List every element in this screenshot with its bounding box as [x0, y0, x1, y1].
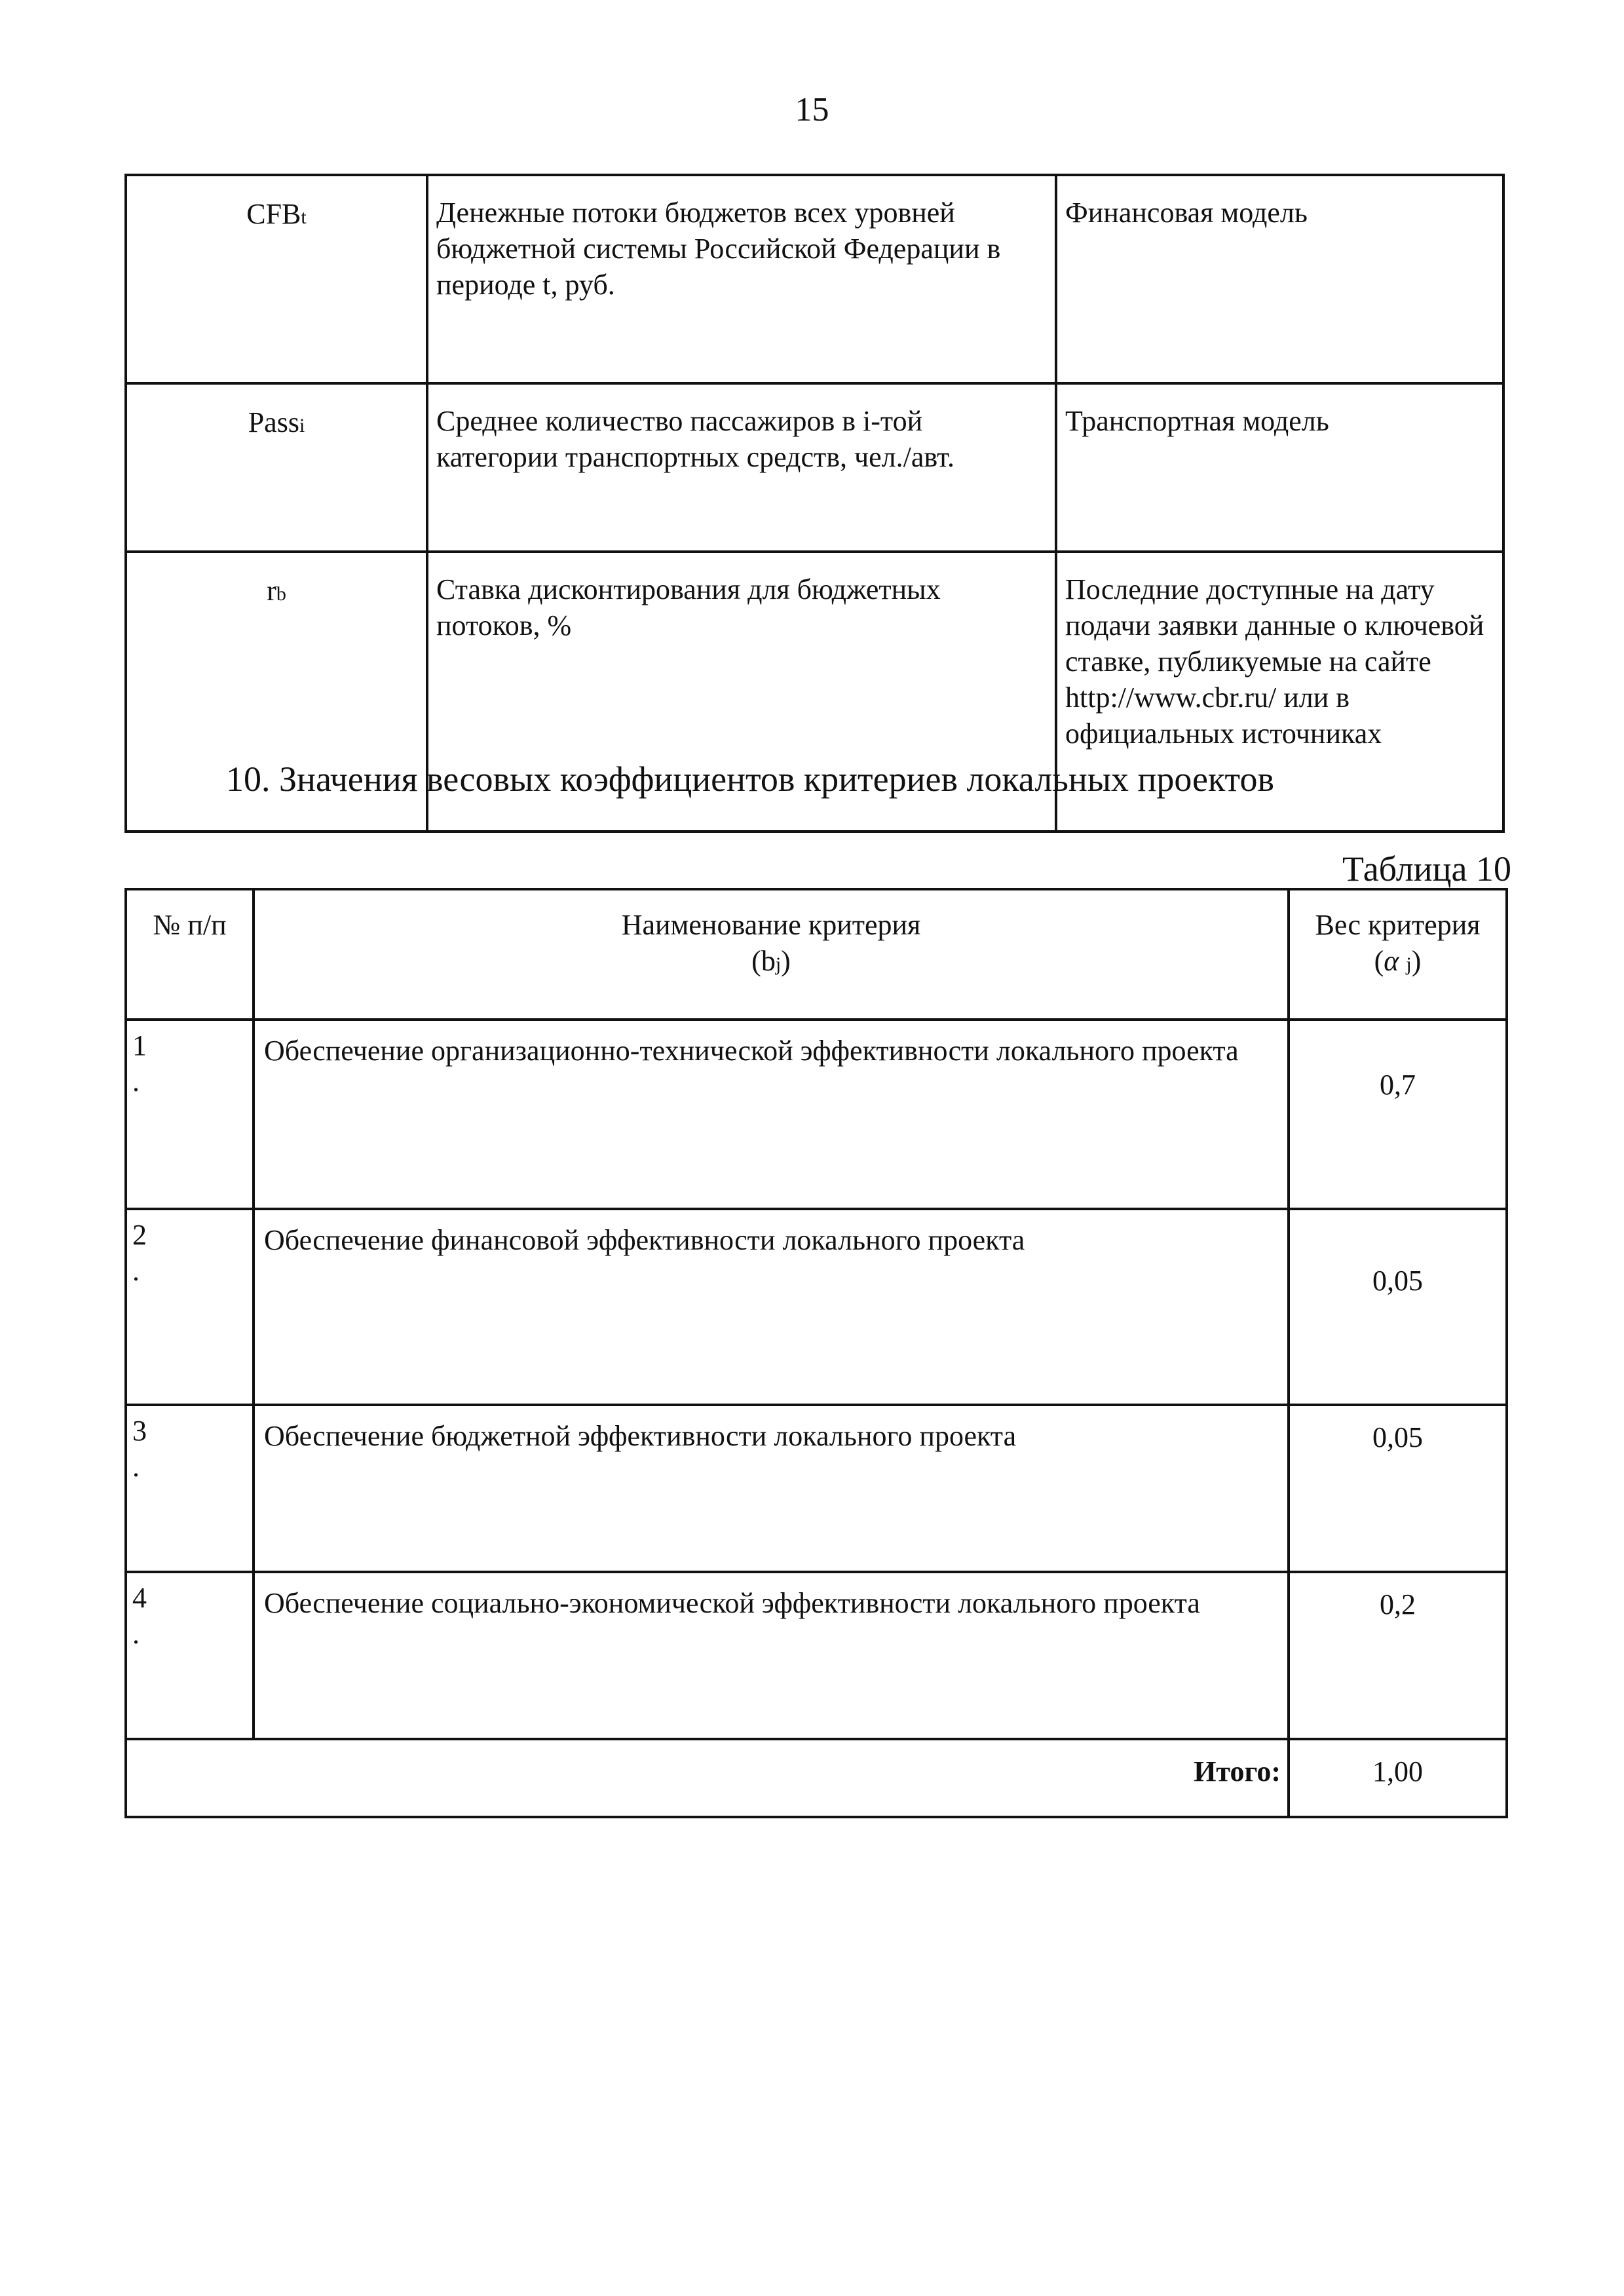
total-value: 1,00: [1289, 1739, 1507, 1817]
total-row: [126, 1739, 1507, 1817]
criterion-name: Обеспечение социально-экономической эффективности локального проекта: [254, 1572, 1289, 1739]
criterion-weight: 0,05: [1289, 1405, 1507, 1572]
table-row: [126, 175, 1503, 383]
page-number: 15: [795, 91, 829, 128]
table-label: Таблица 10: [1342, 849, 1511, 889]
criterion-weight: 0,05: [1289, 1209, 1507, 1405]
table-row: [126, 1405, 1507, 1572]
source-cell: Последние доступные на дату подачи заявки данные о ключевой ставке, публикуемые на сайте http://www.cbr.ru/ или в официальных источниках: [1056, 552, 1503, 832]
criterion-weight: 0,7: [1289, 1020, 1507, 1209]
criterion-name: Обеспечение организационно-технической эффективности локального проекта: [254, 1020, 1289, 1209]
symbol-cell: rb: [126, 552, 427, 832]
description-cell: Ставка дисконтирования для бюджетных потоков, %: [427, 552, 1056, 832]
source-cell: Финансовая модель: [1056, 175, 1503, 383]
description-cell: Денежные потоки бюджетов всех уровней бюджетной системы Российской Федерации в периоде t, руб.: [427, 175, 1056, 383]
row-number: 1 .: [126, 1020, 254, 1209]
alpha-symbol: α: [1384, 945, 1399, 977]
row-number: 3 .: [126, 1405, 254, 1572]
criterion-name: Обеспечение финансовой эффективности локального проекта: [254, 1209, 1289, 1405]
weights-table: [124, 888, 1508, 1818]
header-weight: Вес критерия (α j): [1289, 889, 1507, 1020]
row-number: 2 .: [126, 1209, 254, 1405]
table-row: [126, 1209, 1507, 1405]
table-row: [126, 1020, 1507, 1209]
total-label: Итого:: [126, 1739, 1289, 1817]
table-header-row: [126, 889, 1507, 1020]
header-name: Наименование критерия (bj): [254, 889, 1289, 1020]
table-row: [126, 1572, 1507, 1739]
symbol-cell: Passi: [126, 383, 427, 552]
symbol-cell: CFBt: [126, 175, 427, 383]
source-cell: Транспортная модель: [1056, 383, 1503, 552]
row-number: 4 .: [126, 1572, 254, 1739]
criterion-name: Обеспечение бюджетной эффективности локального проекта: [254, 1405, 1289, 1572]
description-cell: Среднее количество пассажиров в i-той категории транспортных средств, чел./авт.: [427, 383, 1056, 552]
section-heading: 10. Значения весовых коэффициентов критериев локальных проектов: [226, 759, 1274, 799]
table-row: [126, 383, 1503, 552]
header-num: № п/п: [126, 889, 254, 1020]
definitions-table: [124, 174, 1505, 833]
criterion-weight: 0,2: [1289, 1572, 1507, 1739]
